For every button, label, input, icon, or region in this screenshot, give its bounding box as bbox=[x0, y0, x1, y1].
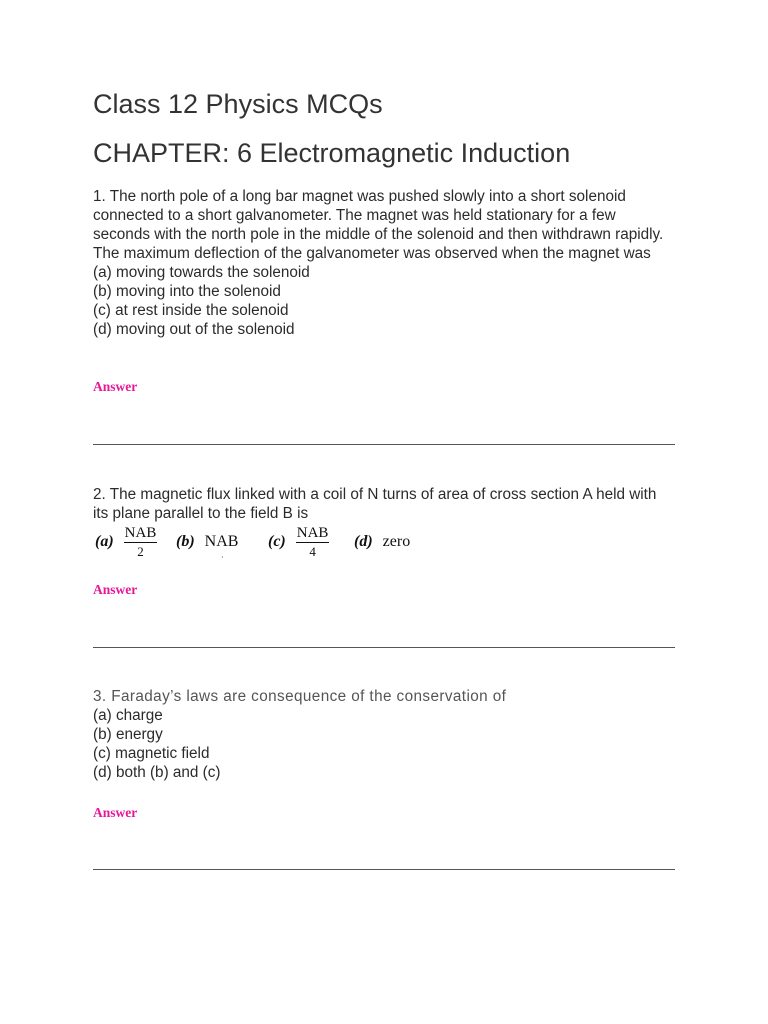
stray-dot: · bbox=[221, 553, 224, 562]
question-2-option-b bbox=[176, 523, 238, 561]
question-1-option-d: (d) moving out of the solenoid bbox=[93, 321, 295, 338]
question-3-option-a: (a) charge bbox=[93, 707, 163, 724]
question-2-option-a bbox=[95, 523, 157, 561]
question-1-answer-link[interactable]: Answer bbox=[93, 379, 138, 394]
question-1-option-c: (c) at rest inside the solenoid bbox=[93, 302, 289, 319]
question-3-option-b: (b) energy bbox=[93, 726, 163, 743]
chapter-title: CHAPTER: 6 Electromagnetic Induction bbox=[93, 138, 571, 168]
question-1-option-b: (b) moving into the solenoid bbox=[93, 283, 281, 300]
question-2-option-d bbox=[354, 523, 410, 561]
question-2-stem: 2. The magnetic flux linked with a coil of N turns of area of cross section A held with its plane parallel to the field B is bbox=[93, 486, 657, 522]
option-label: (a) bbox=[95, 533, 114, 550]
question-1 bbox=[93, 187, 675, 339]
fraction-denominator: 4 bbox=[309, 543, 316, 559]
fraction-numerator: NAB bbox=[296, 524, 329, 541]
option-label: (b) bbox=[176, 533, 195, 550]
fraction-denominator: 2 bbox=[137, 543, 144, 559]
question-3 bbox=[93, 687, 675, 706]
question-1-stem: 1. The north pole of a long bar magnet was pushed slowly into a short solenoid connected to a short galvanometer. The magnet was held stationary for a few seconds with the north pole in the middle of the solenoid and then withdrawn rapidly. The maximum deflection of the galvanometer was observed when the magnet was bbox=[93, 188, 664, 262]
question-2-answer-link[interactable]: Answer bbox=[93, 582, 138, 597]
fraction-numerator: NAB bbox=[124, 524, 157, 541]
question-3-options bbox=[93, 706, 675, 782]
option-value: zero bbox=[382, 533, 411, 550]
fraction bbox=[124, 525, 158, 560]
divider bbox=[93, 869, 675, 870]
fraction bbox=[296, 525, 330, 560]
option-label: (c) bbox=[268, 533, 286, 550]
question-3-stem: 3. Faraday’s laws are consequence of the conservation of bbox=[93, 688, 507, 705]
question-2-option-c bbox=[268, 523, 329, 561]
option-label: (d) bbox=[354, 533, 373, 550]
question-2-options bbox=[93, 523, 493, 563]
question-3-option-d: (d) both (b) and (c) bbox=[93, 764, 221, 781]
page-title: Class 12 Physics MCQs bbox=[93, 89, 383, 119]
question-3-answer-link[interactable]: Answer bbox=[93, 805, 138, 820]
divider bbox=[93, 647, 675, 648]
option-value: NAB bbox=[204, 533, 239, 550]
question-2 bbox=[93, 485, 675, 523]
question-3-option-c: (c) magnetic field bbox=[93, 745, 210, 762]
question-1-option-a: (a) moving towards the solenoid bbox=[93, 264, 310, 281]
divider bbox=[93, 444, 675, 445]
